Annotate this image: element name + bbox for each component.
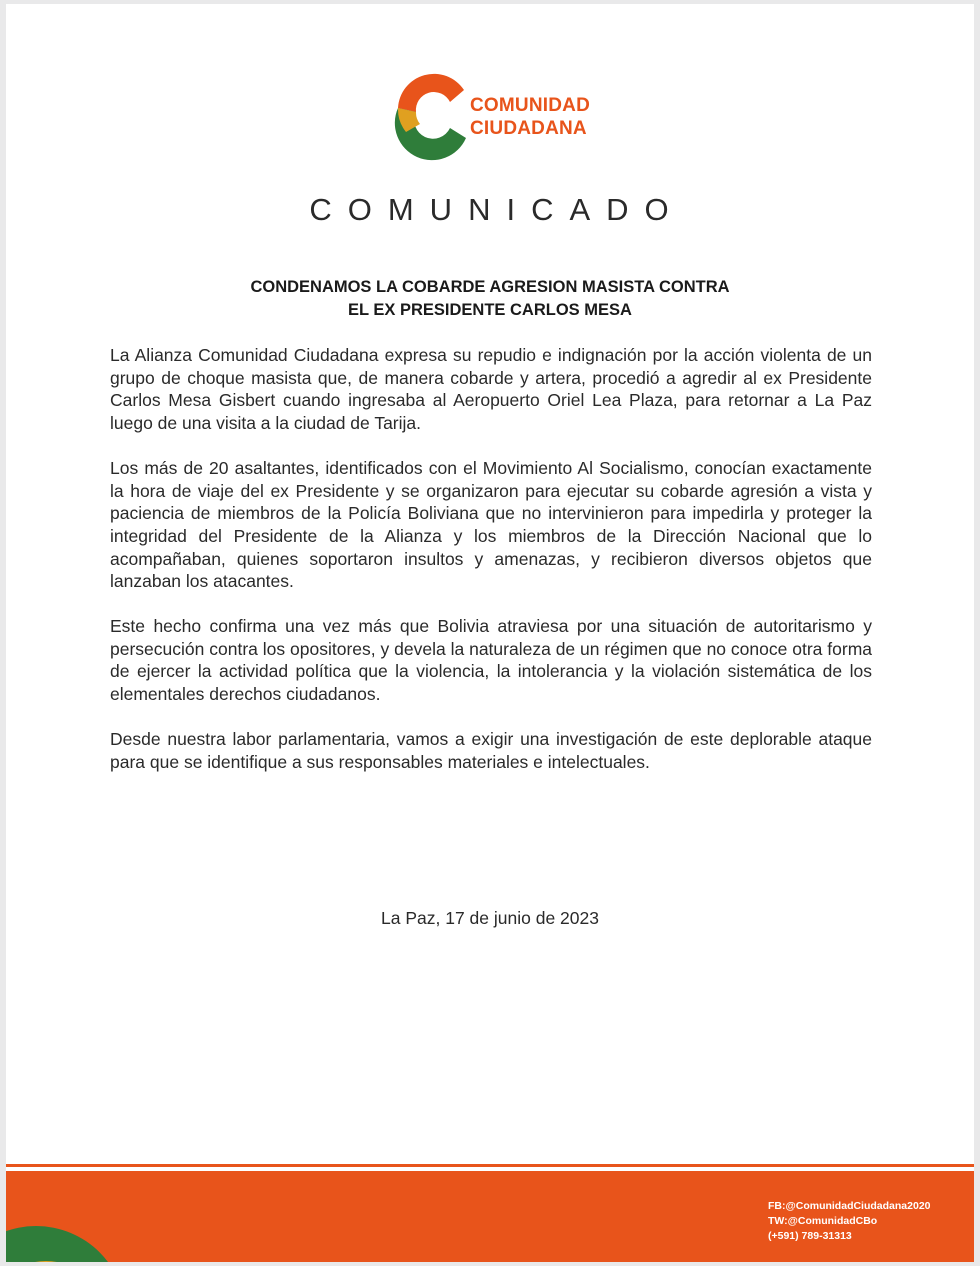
subtitle-line-2: EL EX PRESIDENTE CARLOS MESA [348,301,632,319]
logo-line-2: CIUDADANA [470,118,587,139]
paragraph: Este hecho confirma una vez más que Bolivia atraviesa por una situación de autoritarismo y persecución contra los opositores, y devela la naturaleza de un régimen que no conoce otra forma de ejercer la actividad política que la violencia, la intolerancia y la violación sistemática de los elementales derechos ciudadanos. [110,616,872,705]
footer-decoration [6,1226,126,1262]
twitter-handle: TW:@ComunidadCBo [768,1215,878,1227]
communique-body [110,344,872,795]
facebook-handle: FB:@ComunidadCiudadana2020 [768,1200,931,1212]
paragraph: Desde nuestra labor parlamentaria, vamos a exigir una investigación de este deplorable ataque para que se identifique a sus responsables materiales e intelectuales. [110,728,872,772]
phone-number: (+591) 789-31313 [768,1230,852,1242]
subtitle [6,276,974,322]
logo-line-1: COMUNIDAD [470,95,591,116]
dateline: La Paz, 17 de junio de 2023 [381,908,599,928]
subtitle-line-1: CONDENAMOS LA COBARDE AGRESION MASISTA CONTRA [250,278,730,296]
contact-info [768,1199,931,1244]
footer-band [6,1171,974,1262]
paragraph: Los más de 20 asaltantes, identificados con el Movimiento Al Socialismo, conocían exactamente la hora de viaje del ex Presidente y se organizaron para ejecutar su cobarde agresión a vista y paciencia de miembros de la Policía Boliviana que no intervinieron para impedirla y proteger la integridad del Presidente de la Alianza y los miembros de la Dirección Nacional que lo acompañaban, quienes soportaron insultos y amenazas, y recibieron diversos objetos que lanzaban los atacantes. [110,457,872,592]
document-page [6,4,974,1262]
logo-wordmark [470,94,590,140]
comunidad-ciudadana-logo [386,68,616,164]
paragraph: La Alianza Comunidad Ciudadana expresa su repudio e indignación por la acción violenta de un grupo de choque masista que, de manera cobarde y artera, procedió a agredir al ex Presidente Carlos Mesa Gisbert cuando ingresaba al Aeropuerto Oriel Lea Plaza, para retornar a La Paz luego de una visita a la ciudad de Tarija. [110,345,872,434]
footer-divider [6,1164,974,1167]
logo-c-icon [386,68,476,164]
page-title: COMUNICADO [309,192,685,227]
